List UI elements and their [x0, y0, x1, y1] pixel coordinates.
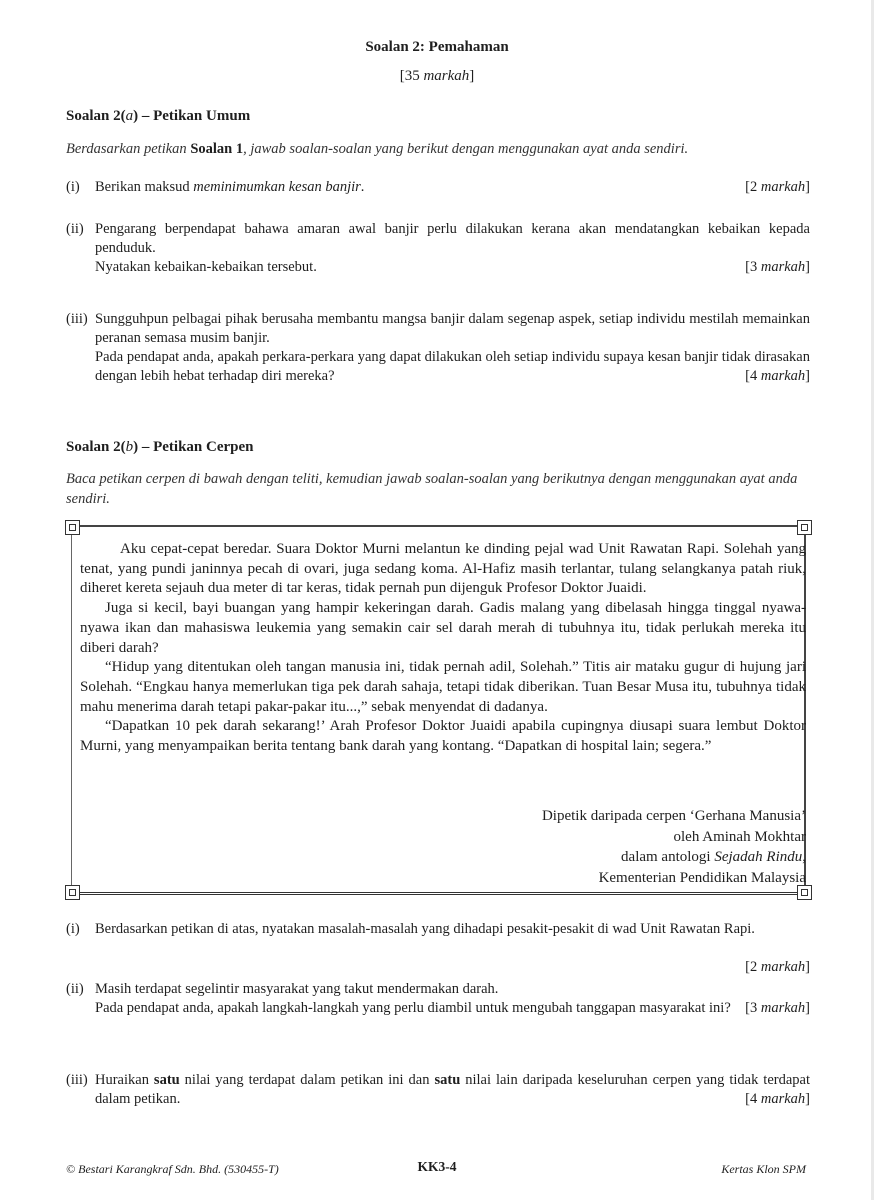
part-a-question-1: (i) [2 markah] Berikan maksud meminimumkan kesan banjir.: [66, 179, 810, 195]
footer-series: Kertas Klon SPM: [721, 1162, 806, 1176]
passage-paragraph: Aku cepat-cepat beredar. Suara Doktor Murni melantun ke dinding pejal wad Unit Rawatan Rapi. Solehah yang tenat, yang pundi janinnya pecah di ovari, juga sedang koma. Al-Hafiz masih terlantar, tulang selangkanya patah riuk, diheret kereta sejauh dua meter di tar keras, tidak pernah pun dijenguk Profesor Doktor Juaidi.: [80, 541, 806, 597]
part-a-instruction: Berdasarkan petikan Soalan 1, jawab soalan-soalan yang berikut dengan menggunakan ayat anda sendiri.: [66, 141, 689, 157]
marks-label: [4 markah]: [745, 1091, 810, 1107]
part-a-question-2: (ii) Pengarang berpendapat bahawa amaran awal banjir perlu dilakukan kerana akan mendatangkan kebaikan kepada penduduk. [3 markah] Nyatakan kebaikan-kebaikan tersebut.: [66, 221, 810, 275]
part-b-instruction: Baca petikan cerpen di bawah dengan teliti, kemudian jawab soalan-soalan yang berikutnya dengan menggunakan ayat anda sendiri.: [66, 471, 798, 507]
marks-label: [3 markah]: [745, 1000, 810, 1016]
section-title: Soalan 2: Pemahaman: [365, 39, 509, 55]
passage-paragraph: Juga si kecil, bayi buangan yang hampir kekeringan darah. Gadis malang yang dibelasah hingga tinggal nyawa-nyawa ikan dan mahasiswa leukemia yang semakin cair sel darah merah di tubuhnya itu, tidak perlukah mereka itu diberi darah?: [80, 600, 806, 656]
footer-page-code: KK3-4: [417, 1159, 457, 1174]
corner-ornament: [797, 520, 812, 535]
part-b-question-1: (i) Berdasarkan petikan di atas, nyatakan masalah-masalah yang dihadapi pesakit-pesakit di wad Unit Rawatan Rapi. [2 markah]: [66, 921, 810, 975]
marks-label: [2 markah]: [745, 959, 810, 975]
passage-text: [80, 540, 806, 757]
footer-copyright: © Bestari Karangkraf Sdn. Bhd. (530455-T): [66, 1162, 279, 1176]
part-b-heading: Soalan 2(b) – Petikan Cerpen: [66, 439, 254, 455]
part-a-heading: Soalan 2(a) – Petikan Umum: [66, 108, 251, 124]
passage-paragraph: “Dapatkan 10 pek darah sekarang!’ Arah Profesor Doktor Juaidi apabila cupingnya diusapi suara lembut Doktor Murni, yang menyampaikan berita tentang bank darah yang kontang. “Dapatkan di hospital lain; segera.”: [80, 718, 806, 755]
corner-ornament: [65, 520, 80, 535]
marks-label: [2 markah]: [745, 179, 810, 195]
part-b-question-2: (ii) Masih terdapat segelintir masyarakat yang takut mendermakan darah. Pada pendapat anda, apakah langkah-langkah yang perlu diambil untuk mengubah tanggapan masyarakat ini? [3 markah]: [66, 981, 810, 1016]
passage-source: Dipetik daripada cerpen ‘Gerhana Manusia’ oleh Aminah Mokhtar dalam antologi Sejadah Rindu, Kementerian Pendidikan Malaysia: [541, 808, 806, 886]
passage-paragraph: “Hidup yang ditentukan oleh tangan manusia ini, tidak pernah adil, Solehah.” Titis air mataku gugur di hujung jari Solehah. “Engkau hanya memerlukan tiga pek darah sahaja, tetapi tidak diberikan. Tuan Besar Musa itu, tubuhnya tidak mahu menerima darah tetapi pakar-pakar itu...,” sebak menyendat di dadanya.: [80, 659, 806, 715]
part-a-question-3: (iii) Sungguhpun pelbagai pihak berusaha membantu mangsa banjir dalam segenap aspek, setiap individu mestilah memainkan peranan semasa musim banjir. Pada pendapat anda, apakah perkara-perkara yang dapat dilakukan oleh setiap individu supaya kesan banjir tidak dirasakan dengan lebih hebat terhadap diri mereka? [4 markah]: [66, 311, 810, 384]
marks-label: [4 markah]: [745, 368, 810, 384]
marks-label: [3 markah]: [745, 259, 810, 275]
part-b-question-3: (iii) Huraikan satu nilai yang terdapat dalam petikan ini dan satu nilai lain daripada keseluruhan cerpen yang tidak terdapat dalam petikan. [4 markah]: [66, 1072, 810, 1107]
section-marks: [35 markah]: [399, 68, 475, 84]
corner-ornament: [65, 885, 80, 900]
